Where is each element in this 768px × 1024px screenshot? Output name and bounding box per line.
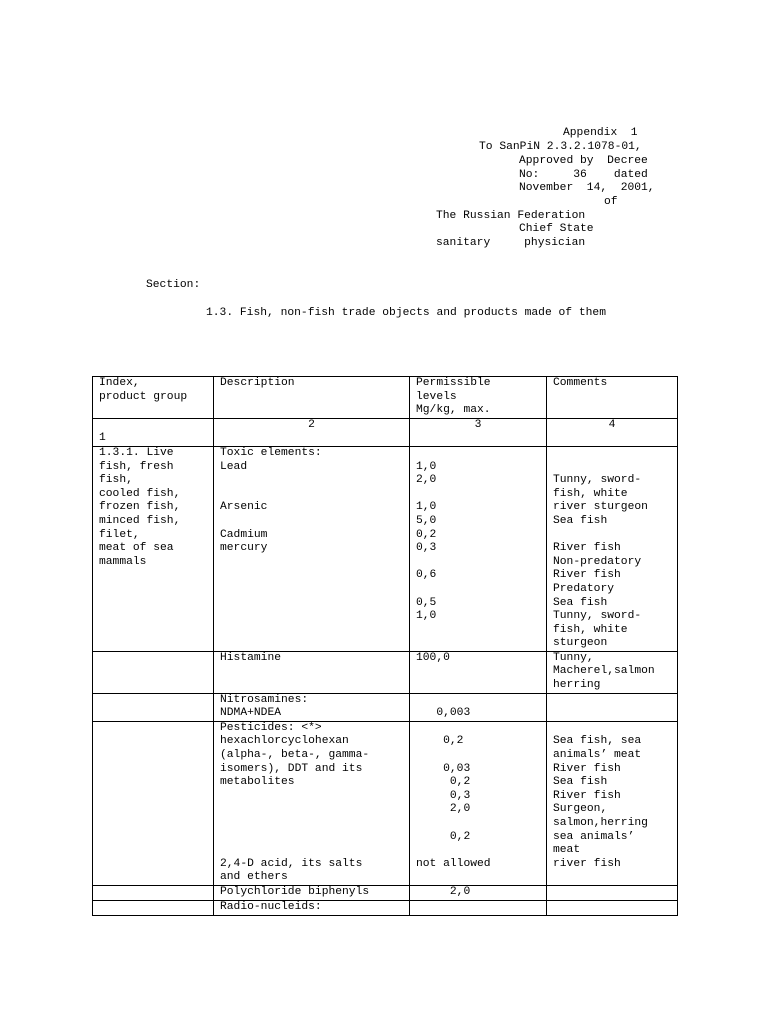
header-cell-description: Description <box>214 377 410 419</box>
header-line-physician: sanitary physician <box>436 237 586 249</box>
number-cell: 1 <box>93 418 214 446</box>
header-cell-comments: Comments <box>547 377 678 419</box>
table-cell: Nitrosamines: NDMA+NDEA <box>214 693 410 721</box>
header-line-of: of <box>604 196 618 208</box>
table-row-radio-nucleids <box>93 900 678 915</box>
table-cell <box>410 900 547 915</box>
table-cell: 2,0 <box>410 885 547 900</box>
table-header-row <box>93 377 678 419</box>
table-cell: 0,003 <box>410 693 547 721</box>
section-title: 1.3. Fish, non-fish trade objects and products made of them <box>206 307 606 319</box>
header-line-date: November 14, 2001, <box>519 182 655 194</box>
table-cell: 1.3.1. Live fish, fresh fish, cooled fish, frozen fish, minced fish, filet, meat of sea mammals <box>93 446 214 651</box>
table-cell: Polychloride biphenyls <box>214 885 410 900</box>
table-cell: Tunny, Macherel,salmon herring <box>547 651 678 693</box>
table-cell <box>547 885 678 900</box>
table-cell: 100,0 <box>410 651 547 693</box>
table-cell <box>93 721 214 885</box>
table-cell: Pesticides: <*> hexachlorcyclohexan (alpha-, beta-, gamma- isomers), DDT and its metabolites 2,4-D acid, its salts and ethers <box>214 721 410 885</box>
table-row-toxic-elements <box>93 446 678 651</box>
header-line-approved: Approved by Decree <box>519 155 648 167</box>
header-line-sanpin: To SanPiN 2.3.2.1078-01, <box>479 141 642 153</box>
header-line-federation: The Russian Federation <box>436 210 586 222</box>
table-row-histamine <box>93 651 678 693</box>
table-cell: Tunny, sword- fish, white river sturgeon Sea fish River fish Non-predatory River fish Predatory Sea fish Tunny, sword- fish, white sturgeon <box>547 446 678 651</box>
permissible-levels-table <box>92 376 678 916</box>
header-line-number: No: 36 dated <box>519 169 648 181</box>
table-cell: 1,0 2,0 1,0 5,0 0,2 0,3 0,6 0,5 1,0 <box>410 446 547 651</box>
table-cell: Toxic elements: Lead Arsenic Cadmium mercury <box>214 446 410 651</box>
table-cell <box>93 885 214 900</box>
table-cell: Radio-nucleids: <box>214 900 410 915</box>
table-cell <box>93 900 214 915</box>
header-cell-index: Index, product group <box>93 377 214 419</box>
table-cell: Histamine <box>214 651 410 693</box>
table-cell <box>93 651 214 693</box>
section-label: Section: <box>146 279 201 291</box>
header-cell-levels: Permissible levels Mg/kg, max. <box>410 377 547 419</box>
table-row-pesticides <box>93 721 678 885</box>
header-line-chief: Chief State <box>519 223 594 235</box>
table-cell: Sea fish, sea animals’ meat River fish Sea fish River fish Surgeon, salmon,herring sea animals’ meat river fish <box>547 721 678 885</box>
table-cell <box>547 900 678 915</box>
number-cell: 2 <box>214 418 410 446</box>
table-cell <box>547 693 678 721</box>
table-row-polychloride-biphenyls <box>93 885 678 900</box>
table-cell: 0,2 0,03 0,2 0,3 2,0 0,2 not allowed <box>410 721 547 885</box>
table-cell <box>93 693 214 721</box>
table-number-row <box>93 418 678 446</box>
number-cell: 4 <box>547 418 678 446</box>
number-cell: 3 <box>410 418 547 446</box>
header-line-appendix: Appendix 1 <box>563 127 638 139</box>
table-row-nitrosamines <box>93 693 678 721</box>
